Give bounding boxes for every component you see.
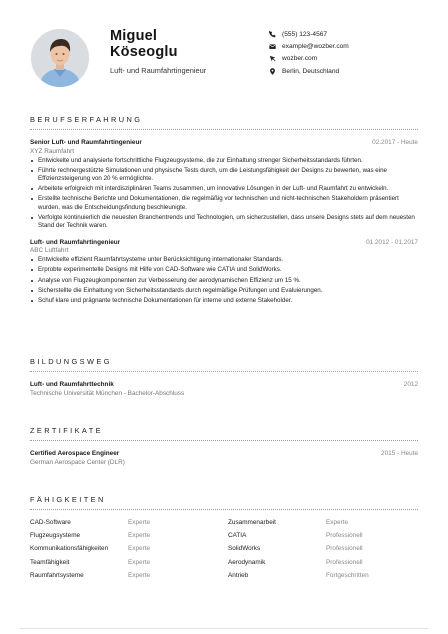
contact-list: [268, 28, 438, 77]
person-name: [110, 28, 260, 60]
skill-name: Raumfahrtsysteme: [30, 571, 84, 579]
list-item: Sicherstellte die Einhaltung von Sicherheitsstandards durch regelmäßige Prüfungen und Evaluierungen.: [38, 287, 418, 296]
list-item: Entwickelte effizient Raumfahrtsysteme unter Berücksichtigung internationaler Standards.: [38, 256, 418, 265]
job-bullets: [30, 157, 418, 231]
list-item: Verfolgte kontinuierlich die neuesten Branchentrends und Technologien, um sicherzustellen, dass unsere Designs stets auf dem neuesten Stand der Technik waren.: [38, 214, 418, 231]
list-item: Arbeitete erfolgreich mit interdisziplinären Teams zusammen, um innovative Lösungen in der Luft- und Raumfahrt zu entwickeln.: [38, 185, 418, 194]
resume-header: [0, 0, 448, 96]
certificate-issuer: German Aerospace Center (DLR): [30, 458, 125, 466]
certificate-date: 2015 - Heute: [381, 450, 418, 457]
skill-name: Flugzeugsysteme: [30, 532, 81, 540]
education-section: [30, 357, 418, 397]
contact-phone[interactable]: [268, 28, 438, 40]
job-date: 02.2017 - Heute: [372, 139, 418, 146]
contact-location: [268, 65, 438, 77]
last-name: Köseoglu: [110, 44, 178, 60]
list-item: Erstellte technische Berichte und Dokumentationen, die regelmäßig vor technischen und nicht-technischen Stakeholdern präsentiert wurden, was die Entscheidungsfindung beschleunigte.: [38, 195, 418, 212]
section-heading: FÄHIGKEITEN: [30, 495, 418, 510]
experience-section: [30, 115, 418, 307]
mail-icon: [268, 42, 276, 50]
skills-grid: [30, 519, 418, 585]
skill-name: Kommunikationsfähigkeiten: [30, 545, 109, 553]
job-company: XYZ Raumfahrt: [30, 147, 75, 155]
avatar-illustration: [31, 29, 89, 87]
skill-name: SolidWorks: [228, 545, 261, 553]
skills-section: [30, 495, 418, 585]
certificate-entry: [30, 450, 418, 466]
skill-level: Experte: [128, 571, 151, 579]
education-institution: Technische Universität München - Bachelor-Abschluss: [30, 389, 185, 397]
contact-phone-text: (555) 123-4567: [282, 30, 328, 38]
education-title: Luft- und Raumfahrttechnik: [30, 381, 114, 388]
skill-name: CAD-Software: [30, 519, 71, 526]
skill-level: Experte: [326, 519, 349, 526]
contact-website[interactable]: [268, 53, 438, 65]
skill-name: CATIA: [228, 532, 247, 540]
job-company: ABC Luftfahrt: [30, 247, 69, 255]
skill-name: Teamfähigkeit: [30, 558, 70, 566]
phone-icon: [268, 30, 276, 38]
certificate-title: Certified Aerospace Engineer: [30, 450, 120, 457]
first-name: Miguel: [110, 28, 158, 44]
education-entry: [30, 381, 418, 397]
list-item: Führte rechnergestützte Simulationen und physische Tests durch, um die Leistungsfähigkeit der Designs zu bewerten, was eine Effizienzsteigerung von 20 % ermöglichte.: [38, 167, 418, 184]
job-date: 01.2012 - 01.2017: [366, 238, 418, 246]
location-pin-icon: [268, 67, 276, 75]
list-item: Erprobte experimentelle Designs mit Hilfe von CAD-Software wie CATIA und SolidWorks.: [38, 266, 418, 275]
skill-level: Experte: [128, 519, 151, 526]
profile-photo: [31, 29, 89, 87]
skill-level: Experte: [128, 558, 151, 566]
section-heading: BILDUNGSWEG: [30, 357, 418, 372]
contact-email[interactable]: [268, 40, 438, 52]
section-heading: BERUFSERFAHRUNG: [30, 115, 418, 130]
contact-location-text: Berlin, Deutschland: [282, 67, 340, 75]
job-title: Luft- und Raumfahrtingenieur: [110, 66, 207, 75]
list-item: Schuf klare und prägnante technische Dokumentationen für interne und externe Stakeholder.: [38, 297, 418, 306]
section-heading: ZERTIFIKATE: [30, 426, 418, 441]
skill-name: Aerodynamik: [228, 558, 266, 566]
contact-email-text: example@wozber.com: [282, 42, 349, 50]
education-date: 2012: [403, 381, 418, 388]
job-position: Senior Luft- und Raumfahrtingenieur: [30, 139, 142, 146]
job-position: Luft- und Raumfahrtingenieur: [30, 238, 121, 246]
skill-level: Experte: [128, 545, 151, 553]
list-item: Entwickelte und analysierte fortschrittliche Flugzeugsysteme, die zur Einhaltung strenger Sicherheitsstandards führten.: [38, 157, 418, 166]
skill-level: Fortgeschritten: [326, 571, 369, 579]
list-item: Analyse von Flugzeugkomponenten zur Verbesserung der aerodynamischen Effizienz um 15 %.: [38, 277, 418, 286]
skill-level: Professionell: [326, 545, 363, 553]
job-entry: [30, 239, 418, 305]
job-entry: [30, 139, 418, 231]
skill-name: Zusammenarbeit: [228, 519, 276, 526]
link-icon: [268, 55, 276, 63]
skill-level: Professionell: [326, 532, 363, 540]
skill-name: Antrieb: [228, 571, 249, 579]
contact-website-text: wozber.com: [282, 55, 318, 63]
skill-level: Experte: [128, 532, 151, 540]
job-bullets: [30, 256, 418, 305]
certificates-section: [30, 426, 418, 466]
skill-level: Professionell: [326, 558, 363, 566]
page-divider: [20, 628, 428, 629]
